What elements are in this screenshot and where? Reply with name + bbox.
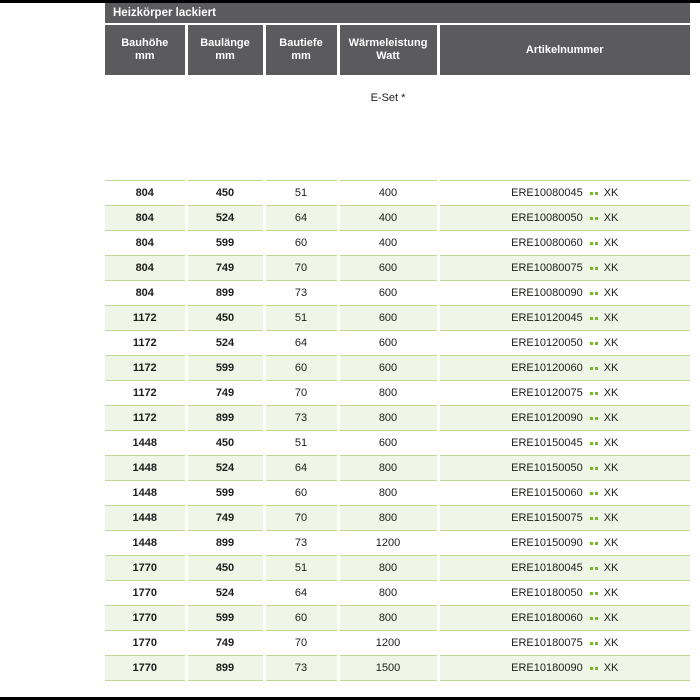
artikel-suffix: XK: [603, 587, 619, 599]
cell-watt: 600: [338, 281, 438, 306]
cell-bauhoehe: 804: [105, 256, 186, 281]
cell-baulaenge: 524: [186, 581, 264, 606]
col-header-bautiefe: [264, 25, 338, 75]
cell-bautiefe: 73: [264, 531, 338, 556]
artikel-suffix: XK: [603, 487, 619, 499]
cell-bauhoehe: 1448: [105, 456, 186, 481]
header-row: [105, 25, 690, 75]
cell-bautiefe: 60: [264, 356, 338, 381]
green-dots-icon: [589, 631, 599, 655]
green-dots-icon: [589, 606, 599, 630]
green-dots-icon: [589, 306, 599, 330]
cell-artikelnummer: [438, 581, 690, 606]
cell-baulaenge: 450: [186, 181, 264, 206]
cell-bauhoehe: 804: [105, 281, 186, 306]
cell-baulaenge: 899: [186, 656, 264, 681]
cell-watt: 800: [338, 481, 438, 506]
table-row: [105, 231, 690, 256]
cell-artikelnummer: [438, 231, 690, 256]
col-header-label: Bautiefe: [279, 37, 323, 49]
table-row: [105, 381, 690, 406]
cell-bauhoehe: 1770: [105, 631, 186, 656]
cell-watt: 1200: [338, 631, 438, 656]
table-row: [105, 181, 690, 206]
table-row: [105, 481, 690, 506]
artikel-code: ERE10180075: [511, 637, 583, 649]
cell-bautiefe: 73: [264, 281, 338, 306]
artikel-code: ERE10150045: [511, 437, 583, 449]
artikel-suffix: XK: [603, 537, 619, 549]
artikel-suffix: XK: [603, 437, 619, 449]
col-header-artikelnummer: [438, 25, 690, 75]
artikel-code: ERE10120060: [511, 362, 583, 374]
cell-artikelnummer: [438, 381, 690, 406]
cell-artikelnummer: [438, 306, 690, 331]
artikel-suffix: XK: [603, 287, 619, 299]
artikel-code: ERE10120075: [511, 387, 583, 399]
artikel-code: ERE10080045: [511, 187, 583, 199]
table-row: [105, 656, 690, 681]
artikel-suffix: XK: [603, 612, 619, 624]
artikel-code: ERE10150075: [511, 512, 583, 524]
cell-artikelnummer: [438, 506, 690, 531]
artikel-code: ERE10120050: [511, 337, 583, 349]
artikel-suffix: XK: [603, 562, 619, 574]
col-header-bauhoehe: [105, 25, 186, 75]
cell-watt: 600: [338, 356, 438, 381]
cell-artikelnummer: [438, 456, 690, 481]
cell-artikelnummer: [438, 356, 690, 381]
cell-baulaenge: 749: [186, 631, 264, 656]
cell-bauhoehe: 1172: [105, 331, 186, 356]
cell-artikelnummer: [438, 331, 690, 356]
cell-baulaenge: 450: [186, 431, 264, 456]
eset-label: E-Set *: [370, 92, 406, 104]
green-dots-icon: [589, 281, 599, 305]
artikel-suffix: XK: [603, 662, 619, 674]
cell-watt: 600: [338, 331, 438, 356]
col-header-unit: mm: [215, 50, 235, 62]
cell-bautiefe: 73: [264, 656, 338, 681]
cell-bautiefe: 70: [264, 256, 338, 281]
cell-artikelnummer: [438, 531, 690, 556]
cell-baulaenge: 749: [186, 506, 264, 531]
table-row: [105, 581, 690, 606]
green-dots-icon: [589, 331, 599, 355]
green-dots-icon: [589, 256, 599, 280]
cell-baulaenge: 899: [186, 281, 264, 306]
cell-bauhoehe: 1448: [105, 506, 186, 531]
green-dots-icon: [589, 481, 599, 505]
cell-bauhoehe: 1172: [105, 356, 186, 381]
cell-watt: 800: [338, 606, 438, 631]
col-header-unit: mm: [134, 50, 155, 62]
cell-watt: 800: [338, 556, 438, 581]
cell-artikelnummer: [438, 431, 690, 456]
subheader-cell: [264, 75, 338, 181]
cell-bautiefe: 64: [264, 581, 338, 606]
green-dots-icon: [589, 431, 599, 455]
subheader-row: [105, 75, 690, 181]
cell-watt: 1200: [338, 531, 438, 556]
table-row: [105, 356, 690, 381]
cell-bauhoehe: 1448: [105, 431, 186, 456]
artikel-suffix: XK: [603, 187, 619, 199]
green-dots-icon: [589, 181, 599, 205]
table-row: [105, 431, 690, 456]
cell-baulaenge: 450: [186, 306, 264, 331]
cell-baulaenge: 899: [186, 531, 264, 556]
table-row: [105, 556, 690, 581]
col-header-label: Baulänge: [200, 37, 250, 49]
green-dots-icon: [589, 206, 599, 230]
table-area: [105, 3, 690, 681]
artikel-suffix: XK: [603, 462, 619, 474]
cell-bauhoehe: 1770: [105, 556, 186, 581]
subheader-cell: [105, 75, 186, 181]
table-row: [105, 531, 690, 556]
table-row: [105, 606, 690, 631]
cell-bautiefe: 64: [264, 206, 338, 231]
cell-watt: 800: [338, 406, 438, 431]
col-header-label: Artikelnummer: [525, 43, 604, 56]
green-dots-icon: [589, 556, 599, 580]
table-row: [105, 406, 690, 431]
col-header-unit: mm: [291, 50, 311, 62]
cell-bauhoehe: 1770: [105, 656, 186, 681]
artikel-code: ERE10150060: [511, 487, 583, 499]
spec-table: [105, 25, 690, 681]
cell-bauhoehe: 1448: [105, 481, 186, 506]
cell-watt: 600: [338, 306, 438, 331]
cell-bautiefe: 51: [264, 556, 338, 581]
cell-baulaenge: 599: [186, 231, 264, 256]
cell-watt: 1500: [338, 656, 438, 681]
green-dots-icon: [589, 231, 599, 255]
cell-baulaenge: 450: [186, 556, 264, 581]
artikel-suffix: XK: [603, 337, 619, 349]
cell-baulaenge: 749: [186, 256, 264, 281]
artikel-suffix: XK: [603, 212, 619, 224]
cell-bautiefe: 60: [264, 481, 338, 506]
green-dots-icon: [589, 356, 599, 380]
table-row: [105, 306, 690, 331]
subheader-cell: [186, 75, 264, 181]
artikel-code: ERE10080060: [511, 237, 583, 249]
cell-bauhoehe: 804: [105, 231, 186, 256]
cell-watt: 600: [338, 431, 438, 456]
cell-bauhoehe: 1770: [105, 606, 186, 631]
cell-baulaenge: 599: [186, 356, 264, 381]
cell-watt: 400: [338, 181, 438, 206]
cell-bautiefe: 51: [264, 431, 338, 456]
cell-watt: 400: [338, 231, 438, 256]
cell-artikelnummer: [438, 406, 690, 431]
cell-bautiefe: 64: [264, 331, 338, 356]
cell-bauhoehe: 804: [105, 206, 186, 231]
cell-baulaenge: 749: [186, 381, 264, 406]
cell-baulaenge: 599: [186, 481, 264, 506]
table-row: [105, 331, 690, 356]
artikel-code: ERE10120090: [511, 412, 583, 424]
table-row: [105, 206, 690, 231]
col-header-label: Bauhöhe: [121, 37, 169, 49]
green-dots-icon: [589, 381, 599, 405]
green-dots-icon: [589, 506, 599, 530]
cell-artikelnummer: [438, 656, 690, 681]
cell-bautiefe: 70: [264, 631, 338, 656]
artikel-code: ERE10180060: [511, 612, 583, 624]
table-row: [105, 631, 690, 656]
cell-bautiefe: 51: [264, 181, 338, 206]
green-dots-icon: [589, 531, 599, 555]
green-dots-icon: [589, 656, 599, 680]
artikel-code: ERE10080090: [511, 287, 583, 299]
cell-bauhoehe: 1770: [105, 581, 186, 606]
cell-artikelnummer: [438, 281, 690, 306]
cell-bautiefe: 70: [264, 506, 338, 531]
cell-bauhoehe: 1172: [105, 381, 186, 406]
cell-artikelnummer: [438, 256, 690, 281]
cell-watt: 800: [338, 381, 438, 406]
cell-watt: 800: [338, 506, 438, 531]
table-title: Heizkörper lackiert: [105, 3, 690, 23]
col-header-waermeleistung: [338, 25, 438, 75]
cell-watt: 800: [338, 456, 438, 481]
artikel-suffix: XK: [603, 237, 619, 249]
artikel-code: ERE10180090: [511, 662, 583, 674]
table-row: [105, 456, 690, 481]
table-row: [105, 506, 690, 531]
cell-bauhoehe: 1172: [105, 306, 186, 331]
artikel-code: ERE10080050: [511, 212, 583, 224]
artikel-suffix: XK: [603, 512, 619, 524]
cell-artikelnummer: [438, 206, 690, 231]
artikel-code: ERE10080075: [511, 262, 583, 274]
cell-bautiefe: 73: [264, 406, 338, 431]
cell-bauhoehe: 804: [105, 181, 186, 206]
cell-baulaenge: 599: [186, 606, 264, 631]
cell-artikelnummer: [438, 556, 690, 581]
green-dots-icon: [589, 406, 599, 430]
artikel-code: ERE10120045: [511, 312, 583, 324]
artikel-suffix: XK: [603, 387, 619, 399]
cell-watt: 800: [338, 581, 438, 606]
artikel-suffix: XK: [603, 262, 619, 274]
cell-bauhoehe: 1172: [105, 406, 186, 431]
cell-watt: 400: [338, 206, 438, 231]
cell-baulaenge: 524: [186, 331, 264, 356]
table-body: [105, 181, 690, 681]
artikel-code: ERE10180045: [511, 562, 583, 574]
artikel-code: ERE10150050: [511, 462, 583, 474]
cell-bautiefe: 60: [264, 606, 338, 631]
cell-bautiefe: 70: [264, 381, 338, 406]
cell-baulaenge: 899: [186, 406, 264, 431]
artikel-suffix: XK: [603, 412, 619, 424]
cell-bautiefe: 64: [264, 456, 338, 481]
cell-bautiefe: 51: [264, 306, 338, 331]
col-header-baulaenge: [186, 25, 264, 75]
green-dots-icon: [589, 581, 599, 605]
artikel-code: ERE10150090: [511, 537, 583, 549]
cell-watt: 600: [338, 256, 438, 281]
table-row: [105, 281, 690, 306]
artikel-suffix: XK: [603, 312, 619, 324]
cell-baulaenge: 524: [186, 206, 264, 231]
cell-artikelnummer: [438, 181, 690, 206]
eset-cell: [338, 75, 438, 181]
cell-artikelnummer: [438, 606, 690, 631]
artikel-suffix: XK: [603, 637, 619, 649]
col-header-unit: Watt: [376, 50, 400, 62]
green-dots-icon: [589, 456, 599, 480]
cell-bautiefe: 60: [264, 231, 338, 256]
cell-baulaenge: 524: [186, 456, 264, 481]
subheader-cell: [438, 75, 690, 181]
cell-bauhoehe: 1448: [105, 531, 186, 556]
cell-artikelnummer: [438, 631, 690, 656]
cell-artikelnummer: [438, 481, 690, 506]
artikel-code: ERE10180050: [511, 587, 583, 599]
artikel-suffix: XK: [603, 362, 619, 374]
table-row: [105, 256, 690, 281]
col-header-label: Wärmeleistung: [348, 37, 428, 49]
